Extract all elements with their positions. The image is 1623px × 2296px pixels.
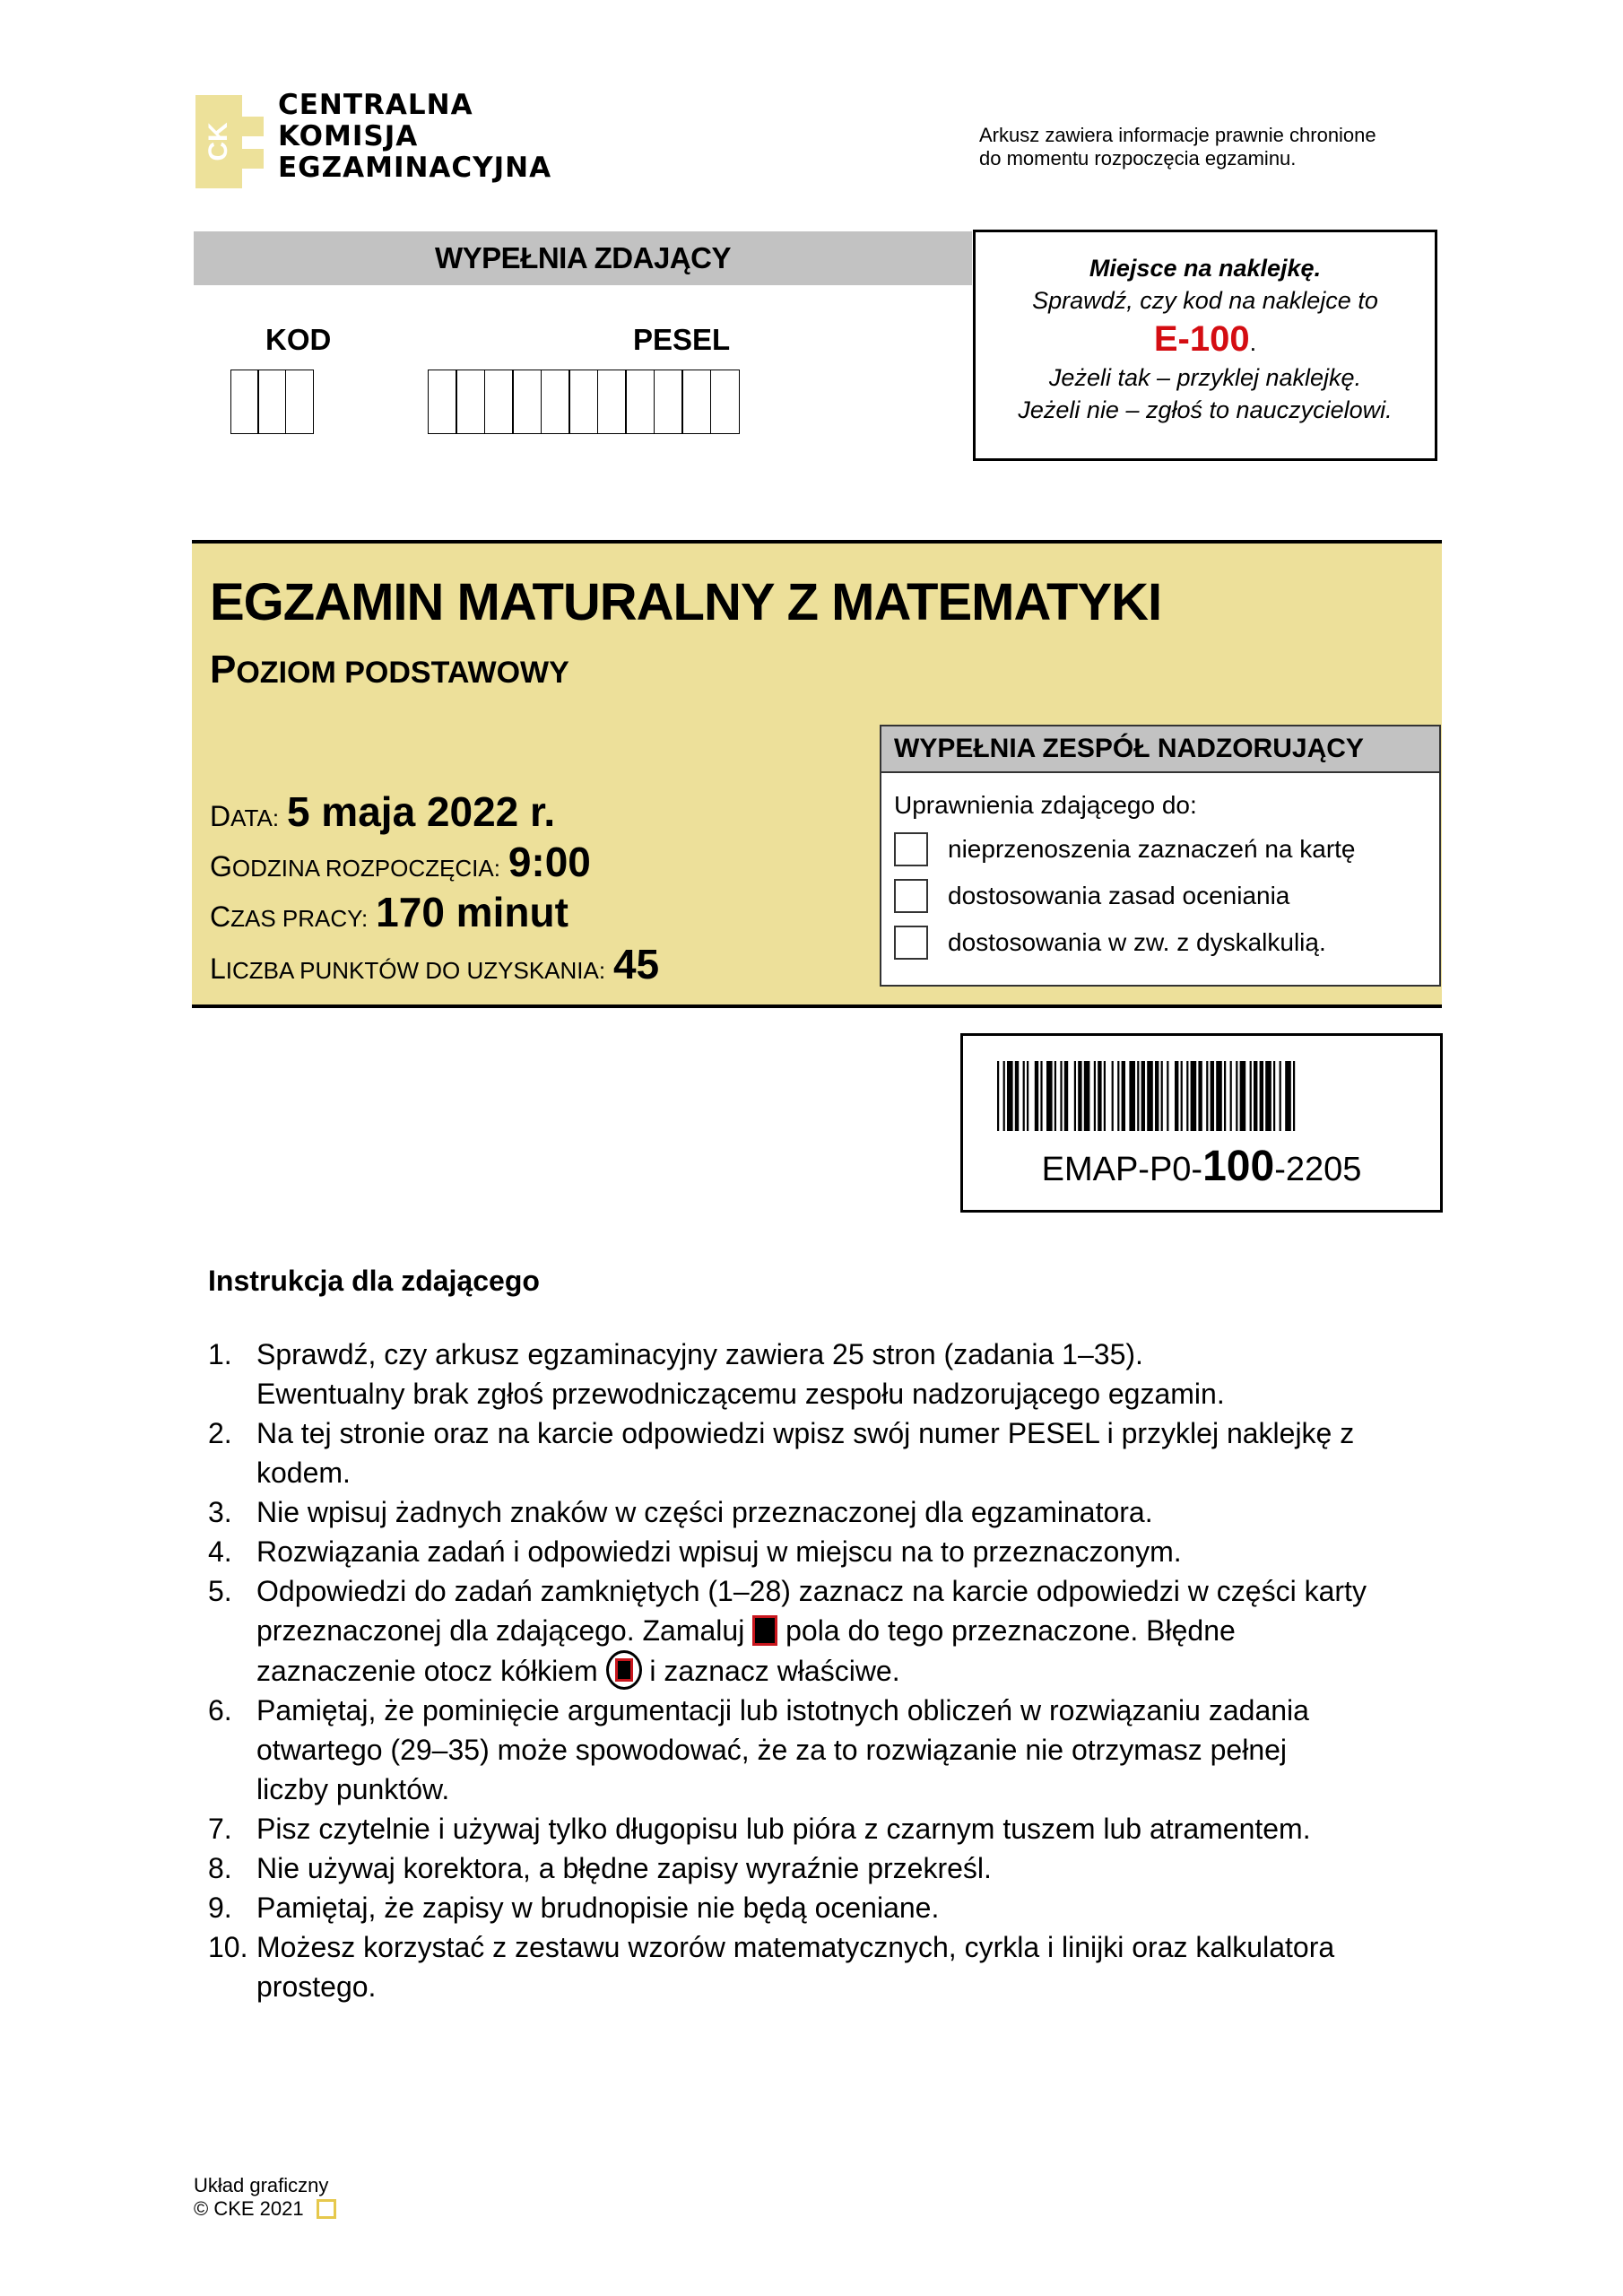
barcode-bar [1211, 1061, 1214, 1131]
digit-box[interactable] [428, 370, 457, 434]
instruction-item: 10. Możesz korzystać z zestawu wzorów matematycznych, cyrkla i linijki oraz kalkulatora prostego. [208, 1931, 1335, 2003]
barcode-bar [997, 1061, 999, 1131]
barcode-bar [1155, 1061, 1159, 1131]
barcode-bar [1104, 1061, 1106, 1131]
digit-box[interactable] [257, 370, 286, 434]
barcode-bar [1167, 1061, 1168, 1131]
barcode-bar [1280, 1061, 1281, 1131]
digit-box[interactable] [654, 370, 683, 434]
barcode-bar [1224, 1061, 1226, 1131]
digit-box[interactable] [484, 370, 514, 434]
supervisors-box [880, 725, 1441, 987]
exam-date: DATA: 5 maja 2022 r. [210, 788, 556, 835]
barcode-bar [1265, 1061, 1271, 1131]
instruction-item: 3. Nie wpisuj żadnych znaków w części przeznaczonej dla egzaminatora. [208, 1496, 1153, 1528]
barcode-bar [1027, 1061, 1028, 1131]
exam-start-hour-value: 9:00 [508, 839, 591, 885]
barcode-bar [1035, 1061, 1038, 1131]
instruction-item: 7. Pisz czytelnie i używaj tylko długopisu lub pióra z czarnym tuszem lub atramentem. [208, 1813, 1311, 1845]
barcode-icon [997, 1061, 1406, 1131]
sticker-if-no: Jeżeli nie – zgłoś to nauczycielowi. [1018, 396, 1393, 423]
yellow-square-icon [317, 2199, 336, 2219]
barcode-bar [1055, 1061, 1056, 1131]
barcode-bar [1023, 1061, 1025, 1131]
digit-box[interactable] [541, 370, 570, 434]
barcode-bar [1273, 1061, 1275, 1131]
barcode-bar [1250, 1061, 1252, 1131]
barcode-code: EMAP-P0-100-2205 [1041, 1143, 1362, 1190]
barcode-bar [1084, 1061, 1090, 1131]
exam-date-value: 5 maja 2022 r. [286, 788, 556, 835]
option-checkbox[interactable] [894, 832, 928, 866]
logo-mark-letters: CK [204, 122, 233, 161]
barcode-bar [1094, 1061, 1096, 1131]
sticker-title: Miejsce na naklejkę. [1089, 255, 1322, 282]
barcode-bar [1181, 1061, 1183, 1131]
barcode-bar [1236, 1061, 1237, 1131]
sticker-if-yes: Jeżeli tak – przyklej naklejkę. [1048, 364, 1362, 391]
barcode-bar [1117, 1061, 1119, 1131]
cke-logo-mark [195, 95, 264, 188]
supervisors-subtitle: Uprawnienia zdającego do: [894, 791, 1197, 819]
barcode-label [960, 1033, 1443, 1213]
barcode-bar [1293, 1061, 1295, 1131]
supervisor-option: dostosowania zasad oceniania [894, 879, 1439, 913]
exam-level: POZIOM PODSTAWOWY [210, 648, 569, 691]
barcode-bar [1147, 1061, 1153, 1131]
barcode-bar [1060, 1061, 1062, 1131]
circled-answer-icon [606, 1650, 642, 1690]
pesel-input-boxes[interactable] [429, 370, 740, 434]
exam-points: LICZBA PUNKTÓW DO UZYSKANIA: 45 [210, 941, 660, 987]
legal-note: Arkusz zawiera informacje prawnie chronione do momentu rozpoczęcia egzaminu. [979, 124, 1376, 170]
exam-duration-value: 170 minut [376, 889, 568, 935]
kod-input-boxes[interactable] [231, 370, 314, 434]
supervisor-option: dostosowania w zw. z dyskalkulią. [894, 926, 1439, 960]
barcode-bar [1007, 1061, 1013, 1131]
digit-box[interactable] [230, 370, 259, 434]
digit-box[interactable] [710, 370, 740, 434]
barcode-bar [1040, 1061, 1042, 1131]
barcode-bar [1198, 1061, 1202, 1131]
digit-box[interactable] [681, 370, 711, 434]
barcode-bar [1098, 1061, 1101, 1131]
digit-box[interactable] [625, 370, 655, 434]
barcode-bar [1285, 1061, 1291, 1131]
instruction-item: 9. Pamiętaj, że zapisy w brudnopisie nie będą oceniane. [208, 1892, 940, 1924]
pesel-label: PESEL [633, 323, 731, 356]
option-checkbox[interactable] [894, 926, 928, 960]
sticker-code: E-100 [1153, 319, 1250, 359]
instructions-list [208, 1335, 1445, 2006]
footer: Układ graficzny © CKE 2021 [194, 2174, 336, 2221]
barcode-bar [1112, 1061, 1114, 1131]
barcode-bar [1230, 1061, 1232, 1131]
candidate-section-header: WYPEŁNIA ZDAJĄCY [194, 231, 972, 285]
barcode-bar [1260, 1061, 1263, 1131]
barcode-bar [1122, 1061, 1125, 1131]
instruction-item: 1. Sprawdź, czy arkusz egzaminacyjny zawiera 25 stron (zadania 1–35). Ewentualny brak zgłoś przewodniczącemu zespołu nadzorującego egzamin. [208, 1338, 1225, 1410]
barcode-bar [1046, 1061, 1053, 1131]
exam-start-hour: GODZINA ROZPOCZĘCIA: 9:00 [210, 839, 591, 885]
exam-points-value: 45 [612, 941, 660, 987]
barcode-bar [1186, 1061, 1188, 1131]
instruction-item: 5. Odpowiedzi do zadań zamkniętych (1–28) zaznacz na karcie odpowiedzi w części karty przeznaczonej dla zdającego. Zamaluj pola do tego przeznaczone. Błędne zaznaczenie otocz kółkiem i zaznacz właściwe. [208, 1571, 1445, 1691]
barcode-bar [1141, 1061, 1145, 1131]
option-checkbox[interactable] [894, 879, 928, 913]
barcode-bar [1191, 1061, 1197, 1131]
digit-box[interactable] [512, 370, 542, 434]
barcode-bar [1206, 1061, 1208, 1131]
sticker-area: Miejsce na naklejkę. Sprawdź, czy kod na naklejce to E-100. Jeżeli tak – przyklej naklejkę. Jeżeli nie – zgłoś to nauczycielowi. [973, 230, 1437, 461]
barcode-bar [1015, 1061, 1019, 1131]
instruction-item: 4. Rozwiązania zadań i odpowiedzi wpisuj w miejscu na to przeznaczonym. [208, 1535, 1182, 1568]
instructions-title: Instrukcja dla zdającego [208, 1265, 540, 1297]
barcode-bar [1175, 1061, 1178, 1131]
barcode-bar [1078, 1061, 1081, 1131]
barcode-bar [1074, 1061, 1076, 1131]
barcode-bar [1240, 1061, 1246, 1131]
instruction-item: 6. Pamiętaj, że pominięcie argumentacji lub istotnych obliczeń w rozwiązaniu zadania otwartego (29–35) może spowodować, że za to rozwiązanie nie otrzymasz pełnej liczby punktów. [208, 1694, 1309, 1805]
instruction-item: 2. Na tej stronie oraz na karcie odpowiedzi wpisz swój numer PESEL i przyklej naklejkę z kodem. [208, 1417, 1355, 1489]
digit-box[interactable] [456, 370, 485, 434]
filled-answer-icon [752, 1615, 777, 1646]
barcode-bar [1161, 1061, 1163, 1131]
barcode-bar [1003, 1061, 1005, 1131]
supervisors-header: WYPEŁNIA ZESPÓŁ NADZORUJĄCY [881, 726, 1439, 773]
cke-logo-text: CENTRALNA KOMISJA EGZAMINACYJNA [278, 89, 552, 184]
barcode-bar [1254, 1061, 1257, 1131]
barcode-bar [1137, 1061, 1139, 1131]
barcode-bar [1129, 1061, 1135, 1131]
sticker-check-line: Sprawdź, czy kod na naklejce to [1032, 287, 1378, 314]
kod-label: KOD [265, 323, 332, 356]
digit-box[interactable] [568, 370, 598, 434]
supervisor-option: nieprzenoszenia zaznaczeń na kartę [894, 832, 1439, 866]
barcode-bar [1216, 1061, 1222, 1131]
barcode-bar [1064, 1061, 1068, 1131]
exam-title: EGZAMIN MATURALNY Z MATEMATYKI [210, 573, 1162, 631]
digit-box[interactable] [285, 370, 314, 434]
instruction-item: 8. Nie używaj korektora, a błędne zapisy wyraźnie przekreśl. [208, 1852, 992, 1884]
digit-box[interactable] [597, 370, 627, 434]
exam-duration: CZAS PRACY: 170 minut [210, 889, 568, 935]
